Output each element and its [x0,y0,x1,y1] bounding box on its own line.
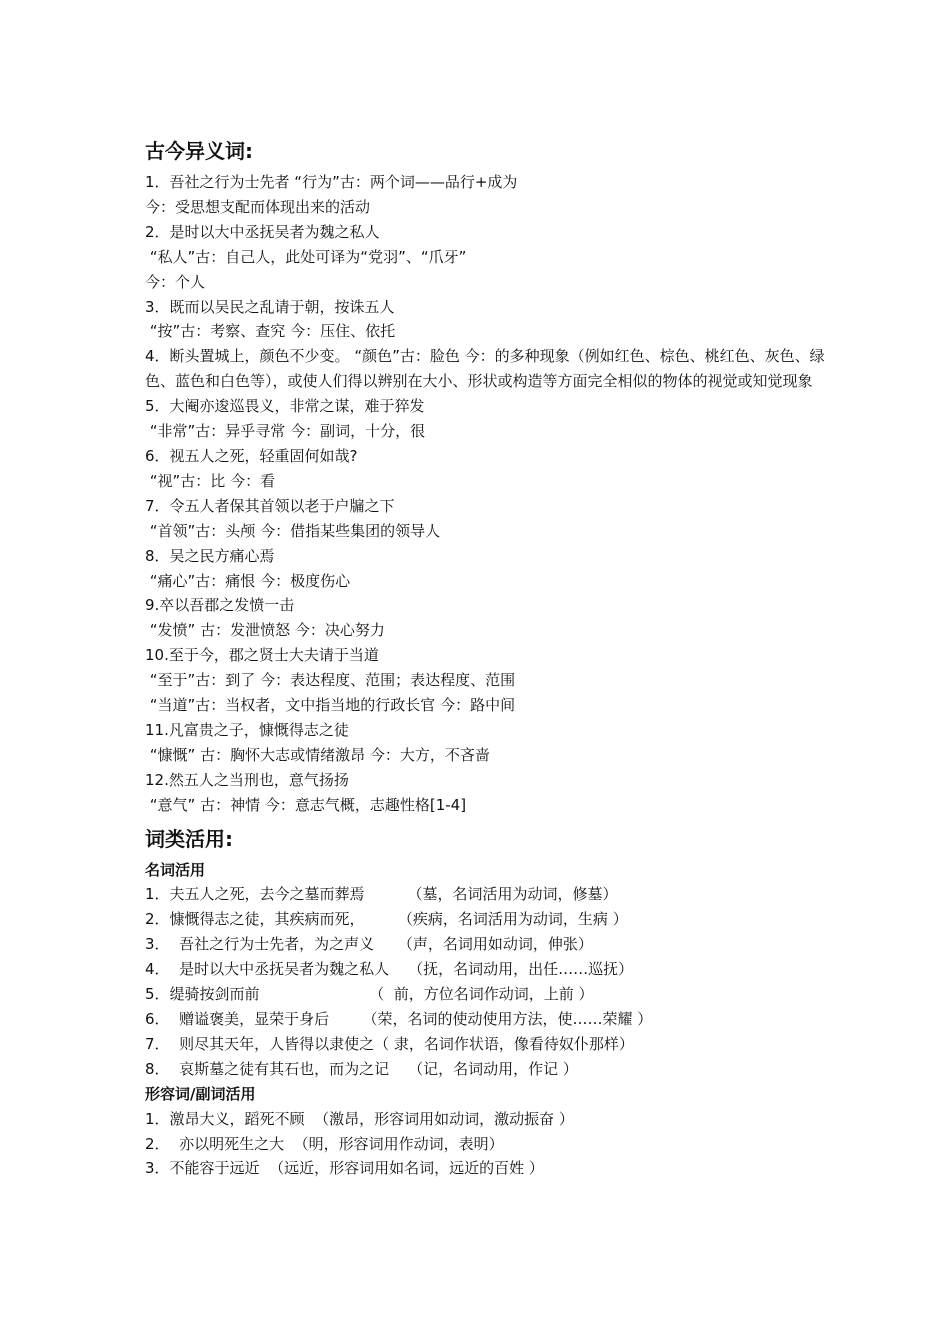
list-line: “慷慨” 古：胸怀大志或情绪激昂 今：大方，不吝啬 [145,745,490,764]
list-line: 今：受思想支配而体现出来的活动 [145,197,371,216]
list-line: 12.然五人之当刑也，意气扬扬 [145,770,349,789]
list-line: “意气” 古：神情 今：意志气概，志趣性格[1-4] [145,795,467,814]
section-title-word-class: 词类活用: [145,826,233,851]
list-line: 2．是时以大中丞抚吴者为魏之私人 [145,222,380,241]
subsection-title-adjective: 形容词/副词活用 [145,1084,256,1103]
list-line: 2．慷慨得志之徒，其疾病而死， （疾病，名词活用为动词，生病 ） [145,910,628,929]
list-line: 2． 亦以明死生之大 （明，形容词用作动词，表明） [145,1134,504,1153]
list-line: “首领”古：头颅 今：借指某些集团的领导人 [145,521,441,540]
section-title-ancient-modern: 古今异义词: [145,139,253,163]
list-line: 3．不能容于远近 （远近，形容词用如名词，远近的百姓 ） [145,1159,544,1178]
list-line: 11.凡富贵之子，慷慨得志之徒 [145,720,349,739]
list-line: 6．视五人之死，轻重固何如哉? [145,446,358,465]
ancient-modern-list [145,170,825,818]
list-line: 5．大阉亦逡巡畏义，非常之谋，难于猝发 [145,397,425,416]
list-line: 3． 吾社之行为士先者，为之声义 （声，名词用如动词，伸张） [145,935,593,954]
list-line: “视”古：比 今：看 [145,471,276,490]
list-line: 4． 是时以大中丞抚吴者为魏之私人 （抚，名词动用，出任……巡抚） [145,960,634,979]
adjective-usage-list [145,1107,825,1182]
list-line: “按”古：考察、查究 今：压住、依托 [145,322,396,341]
list-line: 8．吴之民方痛心焉 [145,546,275,565]
list-line: 7． 则尽其天年，人皆得以隶使之（ 隶，名词作状语，像看待奴仆那样） [145,1034,634,1053]
list-line: 9.卒以吾郡之发愤一击 [145,596,295,615]
list-line: “发愤” 古：发泄愤怒 今：决心努力 [145,621,385,640]
list-line: “至于”古：到了 今：表达程度、范围；表达程度、范围 [145,671,516,690]
list-line: 1．吾社之行为士先者 “行为”古：两个词——品行+成为 [145,173,518,191]
list-line: 今：个人 [145,272,206,291]
list-line: 5．缇骑按剑而前 （ 前，方位名词作动词，上前 ） [145,985,594,1004]
subsection-title-noun: 名词活用 [145,860,206,879]
list-line: 1．激昂大义，蹈死不顾 （激昂，形容词用如动词，激动振奋 ） [145,1109,574,1128]
document-page [145,136,825,1181]
list-line: 3．既而以吴民之乱请于朝，按诛五人 [145,297,395,316]
noun-usage-list [145,882,825,1081]
list-line: 8． 哀斯墓之徒有其石也，而为之记 （记，名词动用，作记 ） [145,1059,578,1078]
list-line: 1．夫五人之死，去今之墓而葬焉 （墓，名词活用为动词，修墓） [145,885,618,904]
list-line: 4．断头置城上，颜色不少变。 “颜色”古：脸色 今：的多种现象（例如红色、棕色、桃红色、灰色、绿色、蓝色和白色等），或使人们得以辨别在大小、形状或构造等方面完全相似的物体的视觉或知觉现象 [145,347,825,391]
list-line: “当道”古：当权者，文中指当地的行政长官 今：路中间 [145,696,516,715]
list-line: 7．令五人者保其首领以老于户牖之下 [145,496,395,515]
list-line: “非常”古：异乎寻常 今：副词，十分，很 [145,422,426,441]
list-line: “痛心”古：痛恨 今：极度伤心 [145,571,351,590]
list-line: 10.至于今，郡之贤士大夫请于当道 [145,646,379,665]
list-line: “私人”古：自己人，此处可译为“党羽”、“爪牙” [145,247,467,266]
list-line: 6． 赠谥褒美，显荣于身后 （荣，名词的使动使用方法，使……荣耀 ） [145,1010,653,1028]
